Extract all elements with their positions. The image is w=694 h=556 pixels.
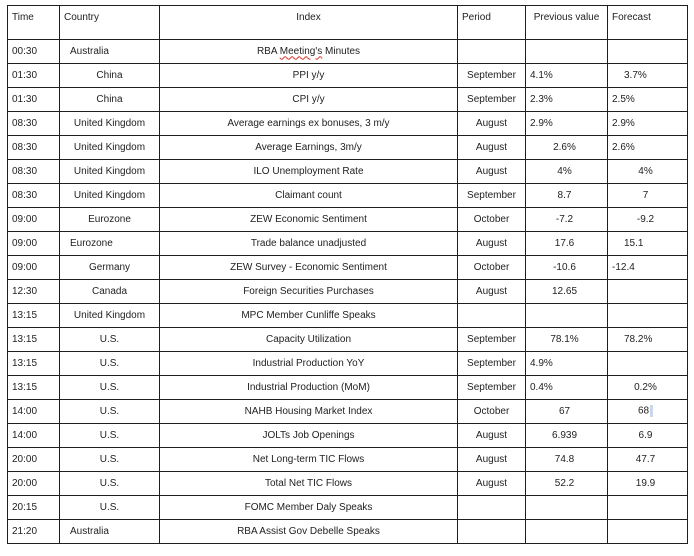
column-header-time[interactable]: Time	[8, 6, 60, 40]
cell-forecast[interactable]	[608, 304, 688, 328]
cell-period[interactable]: September	[458, 376, 526, 400]
column-header-forecast[interactable]: Forecast	[608, 6, 688, 40]
column-header-period[interactable]: Period	[458, 6, 526, 40]
cell-index[interactable]: Net Long-term TIC Flows	[160, 448, 458, 472]
cell-index[interactable]: PPI y/y	[160, 64, 458, 88]
spellcheck-flagged-word[interactable]: Meeting's	[279, 45, 323, 57]
cell-time[interactable]: 13:15	[8, 376, 60, 400]
cell-period[interactable]: August	[458, 112, 526, 136]
column-header-country[interactable]: Country	[60, 6, 160, 40]
cell-time[interactable]: 08:30	[8, 184, 60, 208]
cell-index[interactable]: JOLTs Job Openings	[160, 424, 458, 448]
cell-forecast[interactable]	[608, 400, 688, 424]
cell-previous-value[interactable]: 12.65	[526, 280, 608, 304]
cell-period[interactable]: August	[458, 472, 526, 496]
text-cursor-indicator	[650, 405, 653, 417]
cell-period[interactable]	[458, 40, 526, 64]
cell-time[interactable]: 01:30	[8, 88, 60, 112]
cell-time[interactable]: 13:15	[8, 352, 60, 376]
cell-previous-value[interactable]: 0.4%	[526, 376, 608, 400]
cell-previous-value[interactable]: -10.6	[526, 256, 608, 280]
cell-time[interactable]: 21:20	[8, 520, 60, 544]
cell-period[interactable]: August	[458, 280, 526, 304]
cell-time[interactable]: 13:15	[8, 304, 60, 328]
cell-index[interactable]	[160, 40, 458, 64]
cell-forecast[interactable]: 2.5%	[608, 88, 688, 112]
cell-forecast[interactable]: -12.4	[608, 256, 688, 280]
cell-forecast[interactable]: 19.9	[608, 472, 688, 496]
cell-country[interactable]: United Kingdom	[60, 304, 160, 328]
cell-country[interactable]: United Kingdom	[60, 160, 160, 184]
cell-country[interactable]: U.S.	[60, 328, 160, 352]
cell-forecast[interactable]: 3.7%	[608, 64, 688, 88]
cell-forecast[interactable]: -9.2	[608, 208, 688, 232]
cell-period[interactable]: September	[458, 352, 526, 376]
cell-country[interactable]: U.S.	[60, 400, 160, 424]
cell-time[interactable]: 14:00	[8, 400, 60, 424]
cell-previous-value[interactable]: 4.9%	[526, 352, 608, 376]
cell-previous-value[interactable]: 4%	[526, 160, 608, 184]
cell-time[interactable]: 01:30	[8, 64, 60, 88]
cell-previous-value[interactable]: 2.3%	[526, 88, 608, 112]
table-row	[8, 400, 688, 424]
cell-country[interactable]: U.S.	[60, 376, 160, 400]
cell-period[interactable]: September	[458, 88, 526, 112]
cell-country[interactable]: China	[60, 64, 160, 88]
cell-index[interactable]: NAHB Housing Market Index	[160, 400, 458, 424]
economic-calendar-table	[7, 5, 688, 544]
cell-period[interactable]: October	[458, 400, 526, 424]
cell-index[interactable]: Total Net TIC Flows	[160, 472, 458, 496]
cell-previous-value[interactable]	[526, 520, 608, 544]
cell-index[interactable]: Claimant count	[160, 184, 458, 208]
cell-time[interactable]: 20:00	[8, 448, 60, 472]
cell-forecast-text: 68	[637, 405, 650, 417]
cell-index[interactable]: MPC Member Cunliffe Speaks	[160, 304, 458, 328]
table-row	[8, 64, 688, 88]
table-row	[8, 136, 688, 160]
header-row	[8, 6, 688, 40]
column-header-index[interactable]: Index	[160, 6, 458, 40]
cell-forecast[interactable]: 6.9	[608, 424, 688, 448]
cell-period[interactable]: September	[458, 64, 526, 88]
cell-previous-value[interactable]: 74.8	[526, 448, 608, 472]
cell-forecast[interactable]	[608, 40, 688, 64]
table-row	[8, 208, 688, 232]
cell-previous-value[interactable]: 17.6	[526, 232, 608, 256]
cell-forecast[interactable]	[608, 280, 688, 304]
cell-forecast[interactable]: 78.2%	[608, 328, 688, 352]
table-row	[8, 520, 688, 544]
cell-period[interactable]	[458, 520, 526, 544]
cell-country[interactable]: U.S.	[60, 352, 160, 376]
cell-country[interactable]: United Kingdom	[60, 184, 160, 208]
cell-forecast[interactable]: 2.6%	[608, 136, 688, 160]
table-row	[8, 40, 688, 64]
cell-index-text: RBA	[256, 45, 280, 57]
table-row	[8, 496, 688, 520]
cell-index[interactable]: Average Earnings, 3m/y	[160, 136, 458, 160]
cell-time[interactable]: 00:30	[8, 40, 60, 64]
cell-index[interactable]: Trade balance unadjusted	[160, 232, 458, 256]
cell-period[interactable]: October	[458, 208, 526, 232]
cell-time[interactable]: 12:30	[8, 280, 60, 304]
cell-forecast[interactable]: 4%	[608, 160, 688, 184]
table-row	[8, 112, 688, 136]
cell-period[interactable]: August	[458, 424, 526, 448]
table-row	[8, 328, 688, 352]
cell-index-text: Minutes	[322, 45, 361, 57]
cell-index[interactable]: Industrial Production YoY	[160, 352, 458, 376]
cell-country[interactable]: U.S.	[60, 472, 160, 496]
cell-country[interactable]: U.S.	[60, 448, 160, 472]
cell-period[interactable]: September	[458, 184, 526, 208]
cell-forecast[interactable]: 15.1	[608, 232, 688, 256]
cell-country[interactable]: Germany	[60, 256, 160, 280]
cell-period[interactable]: September	[458, 328, 526, 352]
cell-country[interactable]: Eurozone	[60, 208, 160, 232]
cell-index[interactable]: ILO Unemployment Rate	[160, 160, 458, 184]
cell-previous-value[interactable]: 67	[526, 400, 608, 424]
table-row	[8, 184, 688, 208]
cell-index[interactable]: FOMC Member Daly Speaks	[160, 496, 458, 520]
cell-time[interactable]: 08:30	[8, 136, 60, 160]
cell-index[interactable]: CPI y/y	[160, 88, 458, 112]
cell-previous-value[interactable]: 2.9%	[526, 112, 608, 136]
cell-time[interactable]: 08:30	[8, 112, 60, 136]
table-row	[8, 376, 688, 400]
cell-country[interactable]: United Kingdom	[60, 136, 160, 160]
cell-previous-value[interactable]	[526, 40, 608, 64]
table-row	[8, 160, 688, 184]
table-row	[8, 424, 688, 448]
cell-index[interactable]: ZEW Survey - Economic Sentiment	[160, 256, 458, 280]
table-row	[8, 472, 688, 496]
column-header-previous-value[interactable]: Previous value	[526, 6, 608, 40]
table-row	[8, 304, 688, 328]
table-row	[8, 352, 688, 376]
cell-forecast[interactable]: 47.7	[608, 448, 688, 472]
cell-period[interactable]	[458, 496, 526, 520]
cell-country[interactable]: U.S.	[60, 424, 160, 448]
cell-forecast[interactable]	[608, 352, 688, 376]
table-row	[8, 448, 688, 472]
cell-period[interactable]: August	[458, 232, 526, 256]
cell-previous-value[interactable]: 78.1%	[526, 328, 608, 352]
cell-time[interactable]: 20:15	[8, 496, 60, 520]
cell-previous-value[interactable]: 52.2	[526, 472, 608, 496]
cell-previous-value[interactable]: -7.2	[526, 208, 608, 232]
cell-forecast[interactable]: 2.9%	[608, 112, 688, 136]
cell-period[interactable]: August	[458, 160, 526, 184]
cell-period[interactable]: October	[458, 256, 526, 280]
table-row	[8, 88, 688, 112]
cell-country[interactable]: Australia	[60, 40, 160, 64]
cell-country[interactable]: Australia	[60, 520, 160, 544]
cell-country[interactable]: U.S.	[60, 496, 160, 520]
cell-time[interactable]: 09:00	[8, 256, 60, 280]
cell-previous-value[interactable]	[526, 304, 608, 328]
cell-time[interactable]: 09:00	[8, 208, 60, 232]
table-row	[8, 280, 688, 304]
cell-previous-value[interactable]	[526, 496, 608, 520]
cell-index[interactable]: Foreign Securities Purchases	[160, 280, 458, 304]
cell-index[interactable]: Industrial Production (MoM)	[160, 376, 458, 400]
cell-forecast[interactable]: 7	[608, 184, 688, 208]
cell-country[interactable]: United Kingdom	[60, 112, 160, 136]
cell-time[interactable]: 09:00	[8, 232, 60, 256]
cell-time[interactable]: 08:30	[8, 160, 60, 184]
cell-forecast[interactable]	[608, 496, 688, 520]
cell-country[interactable]: Canada	[60, 280, 160, 304]
cell-period[interactable]	[458, 304, 526, 328]
cell-index[interactable]: ZEW Economic Sentiment	[160, 208, 458, 232]
cell-time[interactable]: 13:15	[8, 328, 60, 352]
cell-country[interactable]: China	[60, 88, 160, 112]
cell-index[interactable]: Average earnings ex bonuses, 3 m/y	[160, 112, 458, 136]
cell-index[interactable]: RBA Assist Gov Debelle Speaks	[160, 520, 458, 544]
table-row	[8, 232, 688, 256]
cell-time[interactable]: 14:00	[8, 424, 60, 448]
cell-forecast[interactable]	[608, 520, 688, 544]
cell-forecast[interactable]: 0.2%	[608, 376, 688, 400]
cell-index[interactable]: Capacity Utilization	[160, 328, 458, 352]
cell-previous-value[interactable]: 4.1%	[526, 64, 608, 88]
cell-time[interactable]: 20:00	[8, 472, 60, 496]
cell-period[interactable]: August	[458, 136, 526, 160]
cell-country[interactable]: Eurozone	[60, 232, 160, 256]
cell-period[interactable]: August	[458, 448, 526, 472]
cell-previous-value[interactable]: 2.6%	[526, 136, 608, 160]
cell-previous-value[interactable]: 8.7	[526, 184, 608, 208]
cell-previous-value[interactable]: 6.939	[526, 424, 608, 448]
table-row	[8, 256, 688, 280]
